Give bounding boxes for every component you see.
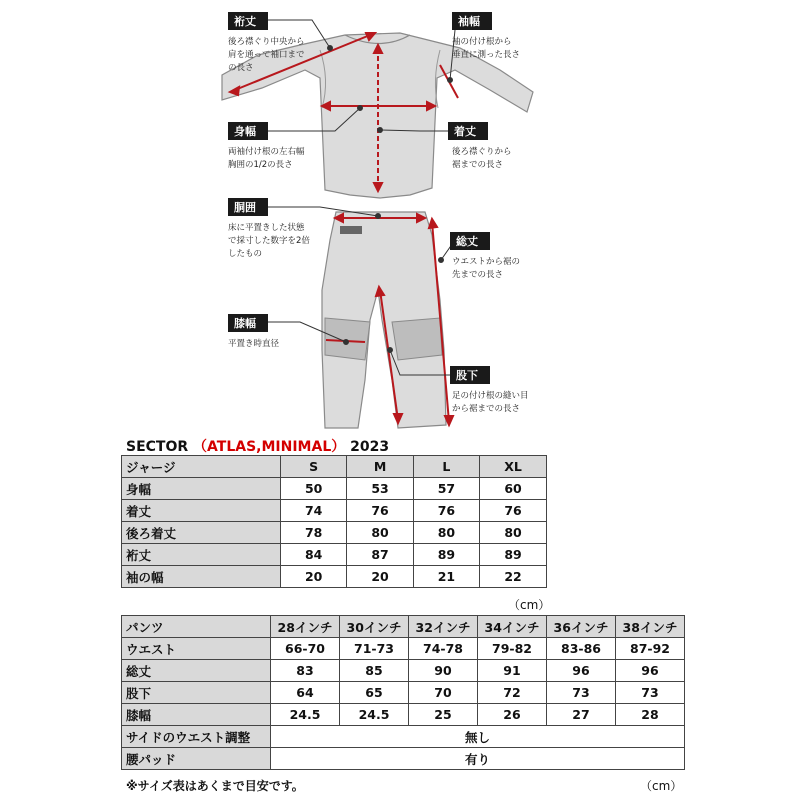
- svg-text:肩を通って袖口まで: 肩を通って袖口まで: [228, 50, 305, 60]
- table-cell: 84: [281, 544, 347, 566]
- table-cell: 76: [347, 500, 413, 522]
- svg-text:の長さ: の長さ: [228, 63, 254, 73]
- unit-label-2: （cm）: [640, 779, 683, 793]
- table-cell: 85: [340, 660, 409, 682]
- row-label: 股下: [122, 682, 271, 704]
- label-kitake: [448, 122, 512, 170]
- svg-text:で採寸した数字を2倍: で採寸した数字を2倍: [228, 236, 310, 246]
- table-cell: 96: [616, 660, 685, 682]
- row-label: 総丈: [122, 660, 271, 682]
- svg-text:着丈: 着丈: [454, 125, 476, 138]
- table-cell: 83-86: [547, 638, 616, 660]
- table-cell: 83: [271, 660, 340, 682]
- header-cell: パンツ: [122, 616, 271, 638]
- table-row: [122, 748, 685, 770]
- table-row: [122, 726, 685, 748]
- table-cell: 22: [480, 566, 547, 588]
- table-cell: 72: [478, 682, 547, 704]
- title-prefix: SECTOR: [126, 439, 189, 455]
- table-cell: 28: [616, 704, 685, 726]
- label-hiza: [228, 314, 280, 349]
- unit-label: （cm）: [508, 598, 551, 612]
- svg-text:身幅: 身幅: [234, 125, 256, 138]
- table-cell: 25: [409, 704, 478, 726]
- table-cell: 76: [413, 500, 479, 522]
- table-cell: 71-73: [340, 638, 409, 660]
- table-row: [122, 638, 685, 660]
- table-cell: 無し: [271, 726, 685, 748]
- svg-text:後ろ襟ぐり中央から: 後ろ襟ぐり中央から: [228, 37, 305, 47]
- label-sode: [452, 12, 520, 60]
- table-cell: 66-70: [271, 638, 340, 660]
- header-cell: 30インチ: [340, 616, 409, 638]
- table-cell: 74-78: [409, 638, 478, 660]
- table-cell: 78: [281, 522, 347, 544]
- table-cell: 73: [547, 682, 616, 704]
- table-cell: 79-82: [478, 638, 547, 660]
- table-cell: 74: [281, 500, 347, 522]
- table-cell: 89: [480, 544, 547, 566]
- svg-text:膝幅: 膝幅: [234, 317, 256, 330]
- table-cell: 90: [409, 660, 478, 682]
- svg-text:ウエストから裾の: ウエストから裾の: [452, 257, 521, 267]
- svg-text:から裾までの長さ: から裾までの長さ: [452, 404, 521, 414]
- table-row: [122, 522, 547, 544]
- table-cell: 89: [413, 544, 479, 566]
- table-cell: 80: [413, 522, 479, 544]
- table-cell: 26: [478, 704, 547, 726]
- svg-text:股下: 股下: [456, 369, 478, 382]
- table-cell: 53: [347, 478, 413, 500]
- table-cell: 20: [281, 566, 347, 588]
- table-row: [122, 544, 547, 566]
- svg-text:胸囲の1/2の長さ: 胸囲の1/2の長さ: [228, 160, 293, 170]
- table-cell: 64: [271, 682, 340, 704]
- table-cell: 24.5: [271, 704, 340, 726]
- svg-text:胴囲: 胴囲: [234, 201, 256, 214]
- header-cell: M: [347, 456, 413, 478]
- row-label: 着丈: [122, 500, 281, 522]
- header-cell: S: [281, 456, 347, 478]
- header-cell: 32インチ: [409, 616, 478, 638]
- label-mihaba: [228, 122, 305, 170]
- header-cell: L: [413, 456, 479, 478]
- table-row: [122, 566, 547, 588]
- svg-text:後ろ襟ぐりから: 後ろ襟ぐりから: [452, 147, 512, 157]
- table-header-row: [122, 616, 685, 638]
- size-chart-title: [126, 436, 389, 456]
- table-cell: 50: [281, 478, 347, 500]
- table-cell: 60: [480, 478, 547, 500]
- svg-text:総丈: 総丈: [456, 235, 478, 248]
- header-cell: ジャージ: [122, 456, 281, 478]
- row-label: 膝幅: [122, 704, 271, 726]
- svg-text:したもの: したもの: [228, 249, 263, 259]
- row-label: 後ろ着丈: [122, 522, 281, 544]
- table-cell: 70: [409, 682, 478, 704]
- table-cell: 80: [480, 522, 547, 544]
- table-cell: 87-92: [616, 638, 685, 660]
- table-row: [122, 478, 547, 500]
- header-cell: 36インチ: [547, 616, 616, 638]
- row-label: ウエスト: [122, 638, 271, 660]
- svg-text:床に平置きした状態: 床に平置きした状態: [228, 223, 305, 233]
- table-cell: 24.5: [340, 704, 409, 726]
- row-label: 身幅: [122, 478, 281, 500]
- pants-size-table: [121, 615, 685, 770]
- size-note: ※サイズ表はあくまで目安です。: [126, 779, 304, 793]
- row-label: サイドのウエスト調整: [122, 726, 271, 748]
- table-cell: 80: [347, 522, 413, 544]
- table-cell: 91: [478, 660, 547, 682]
- table-row: [122, 682, 685, 704]
- table-cell: 73: [616, 682, 685, 704]
- row-label: 袖の幅: [122, 566, 281, 588]
- label-yuki-title: 裄丈: [234, 15, 256, 28]
- table-row: [122, 660, 685, 682]
- header-cell: 34インチ: [478, 616, 547, 638]
- table-header-row: [122, 456, 547, 478]
- row-label: 腰パッド: [122, 748, 271, 770]
- svg-text:平置き時直径: 平置き時直径: [228, 339, 280, 349]
- table-row: [122, 704, 685, 726]
- svg-text:先までの長さ: 先までの長さ: [452, 270, 504, 280]
- table-row: [122, 500, 547, 522]
- title-year: 2023: [350, 439, 390, 455]
- svg-text:袖幅: 袖幅: [458, 15, 480, 28]
- table-cell: 76: [480, 500, 547, 522]
- table-cell: 27: [547, 704, 616, 726]
- svg-text:両袖付け根の左右幅: 両袖付け根の左右幅: [228, 147, 305, 157]
- table-cell: 20: [347, 566, 413, 588]
- svg-text:足の付け根の縫い目: 足の付け根の縫い目: [452, 391, 529, 401]
- svg-text:垂直に測った長さ: 垂直に測った長さ: [452, 50, 521, 60]
- label-soutake: [450, 232, 520, 280]
- header-cell: XL: [480, 456, 547, 478]
- title-model: （ATLAS,MINIMAL）: [193, 439, 346, 455]
- svg-text:袖の付け根から: 袖の付け根から: [452, 37, 512, 47]
- header-cell: 28インチ: [271, 616, 340, 638]
- row-label: 裄丈: [122, 544, 281, 566]
- table-cell: 有り: [271, 748, 685, 770]
- table-cell: 87: [347, 544, 413, 566]
- jersey-size-table: [121, 455, 547, 588]
- table-cell: 21: [413, 566, 479, 588]
- table-cell: 57: [413, 478, 479, 500]
- table-cell: 96: [547, 660, 616, 682]
- header-cell: 38インチ: [616, 616, 685, 638]
- table-cell: 65: [340, 682, 409, 704]
- svg-text:裾までの長さ: 裾までの長さ: [452, 160, 504, 170]
- label-mata: [450, 366, 529, 414]
